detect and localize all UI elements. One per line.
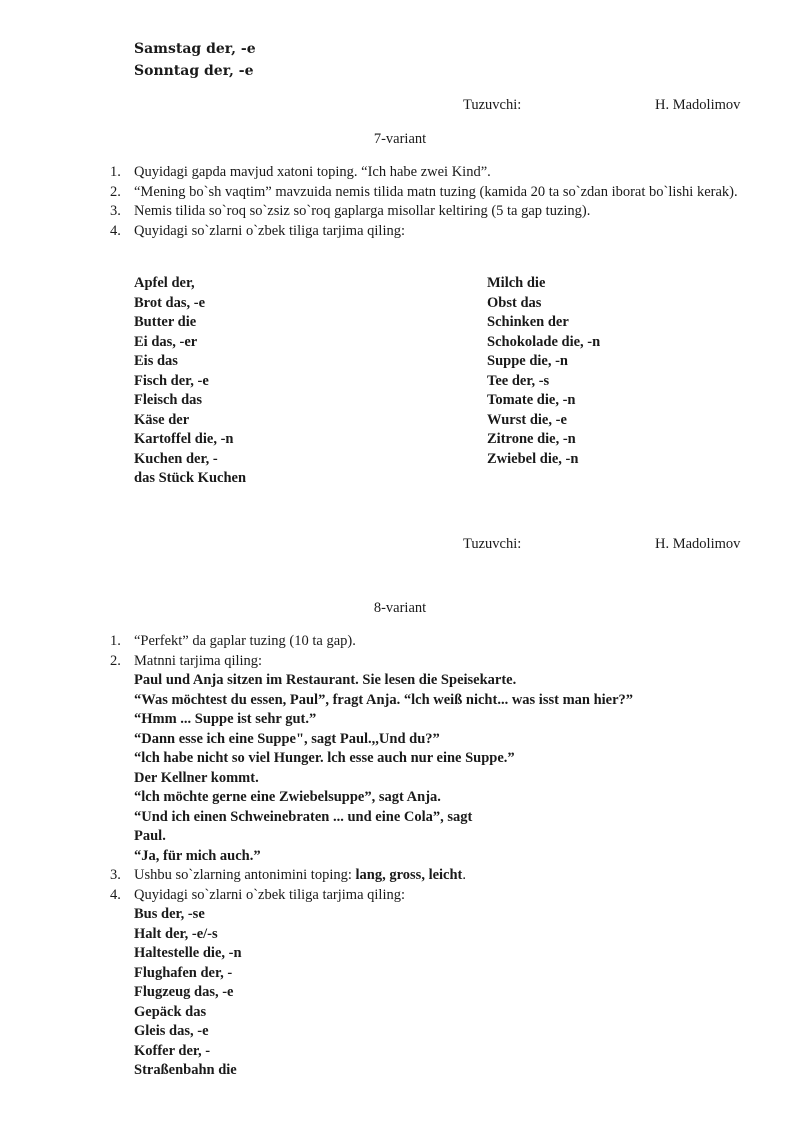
vocab-item: Tee der, -s — [487, 372, 550, 389]
task-item — [110, 163, 742, 183]
task-item — [110, 632, 742, 652]
task-list — [110, 632, 742, 1081]
vocab-item: Zwiebel die, -n — [487, 450, 579, 467]
text-line: Paul und Anja sitzen im Restaurant. Sie lesen die Speisekarte. — [134, 672, 517, 688]
top-word: Samstag der, -e — [134, 41, 256, 57]
vocab-item: Flughafen der, - — [134, 964, 233, 981]
vocab-item: Schinken der — [487, 314, 569, 330]
text-line: Paul. — [134, 828, 166, 844]
task-number: 3. — [110, 867, 121, 883]
task-item — [110, 222, 742, 242]
vocab-item: Milch die — [487, 275, 546, 291]
vocab-item: Ei das, -er — [134, 333, 198, 350]
vocab-item: Kuchen der, - — [134, 450, 218, 467]
vocab-item: Wurst die, -e — [487, 411, 567, 428]
text-line: “lch möchte gerne eine Zwiebelsuppe”, sagt Anja. — [134, 789, 441, 805]
task-number: 4. — [110, 886, 121, 903]
vocab-item: Tomate die, -n — [487, 392, 576, 408]
vocab-item: Straßenbahn die — [134, 1062, 237, 1078]
task-number: 1. — [110, 164, 121, 180]
vocab-item: Kartoffel die, -n — [134, 431, 234, 447]
signature-label: Tuzuvchi: — [463, 536, 522, 552]
task-number: 3. — [110, 203, 121, 219]
vocab-item: Suppe die, -n — [487, 353, 568, 369]
text-line: “lch habe nicht so viel Hunger. lch esse auch nur eine Suppe.” — [134, 750, 515, 766]
vocab-item: das Stück Kuchen — [134, 470, 247, 486]
vocab-item: Apfel der, — [134, 275, 195, 291]
task-list — [110, 163, 742, 241]
vocab-item: Butter die — [134, 314, 197, 330]
top-word-list — [134, 38, 256, 82]
task-text: Quyidagi so`zlarni o`zbek tiliga tarjima qiling: — [134, 886, 405, 903]
task-number: 1. — [110, 633, 121, 649]
task-text: “Mening bo`sh vaqtim” mavzuida nemis tilida matn tuzing (kamida 20 ta so`zdan iborat bo`lishi kerak). — [134, 183, 738, 200]
task-item — [110, 652, 742, 867]
task-text: Nemis tilida so`roq so`zsiz so`roq gaplarga misollar keltiring (5 ta gap tuzing). — [134, 203, 591, 219]
text-line: “Was möchtest du essen, Paul”, fragt Anja. “lch weiß nicht... was isst man hier?” — [134, 691, 634, 708]
variant-title: 8-variant — [373, 600, 427, 616]
task-item — [110, 183, 742, 203]
text-line: “Und ich einen Schweinebraten ... und eine Cola”, sagt — [134, 808, 473, 825]
text-line: Der Kellner kommt. — [134, 769, 259, 786]
vocab-item: Gleis das, -e — [134, 1023, 209, 1039]
vocab-item: Obst das — [487, 294, 542, 311]
vocab-column-right — [487, 274, 600, 469]
vocab-item: Halt der, -e/-s — [134, 925, 218, 942]
task-words: lang, gross, leicht — [355, 867, 463, 883]
vocab-item: Fleisch das — [134, 392, 203, 408]
task-number: 2. — [110, 652, 121, 669]
vocab-item: Käse der — [134, 411, 190, 428]
vocab-list — [134, 905, 742, 1081]
text-line: “Hmm ... Suppe ist sehr gut.” — [134, 711, 317, 727]
task-text: Quyidagi gapda mavjud xatoni toping. “Ich habe zwei Kind”. — [134, 164, 491, 180]
text-line: “Ja, für mich auch.” — [134, 847, 261, 864]
task-number: 4. — [110, 222, 121, 239]
signature-name: H. Madolimov — [655, 536, 741, 552]
task-text: Quyidagi so`zlarni o`zbek tiliga tarjima qiling: — [134, 222, 405, 239]
signature-label: Tuzuvchi: — [463, 97, 522, 113]
text-line: “Dann esse ich eine Suppe", sagt Paul.,,Und du?” — [134, 730, 440, 747]
task-text: Matnni tarjima qiling: — [134, 652, 263, 669]
vocab-item: Flugzeug das, -e — [134, 984, 234, 1000]
variant-title: 7-variant — [373, 131, 427, 147]
task-text: Ushbu so`zlarning antonimini toping: — [134, 867, 356, 883]
signature-name: H. Madolimov — [655, 97, 741, 113]
task-item — [110, 886, 742, 1081]
vocab-item: Koffer der, - — [134, 1042, 211, 1059]
vocab-item: Zitrone die, -n — [487, 431, 576, 447]
task-text-suffix: . — [462, 867, 467, 883]
task-number: 2. — [110, 183, 121, 200]
vocab-item: Gepäck das — [134, 1003, 207, 1020]
task-item — [110, 866, 742, 886]
vocab-item: Schokolade die, -n — [487, 333, 601, 350]
vocab-item: Haltestelle die, -n — [134, 945, 242, 961]
task-item — [110, 202, 742, 222]
vocab-item: Brot das, -e — [134, 294, 206, 311]
vocab-item: Bus der, -se — [134, 906, 205, 922]
reading-text — [134, 671, 742, 866]
vocab-item: Eis das — [134, 353, 178, 369]
task-text: “Perfekt” da gaplar tuzing (10 ta gap). — [134, 633, 356, 649]
vocab-item: Fisch der, -e — [134, 372, 209, 389]
vocab-column-left — [134, 274, 246, 489]
top-word: Sonntag der, -e — [134, 63, 254, 79]
